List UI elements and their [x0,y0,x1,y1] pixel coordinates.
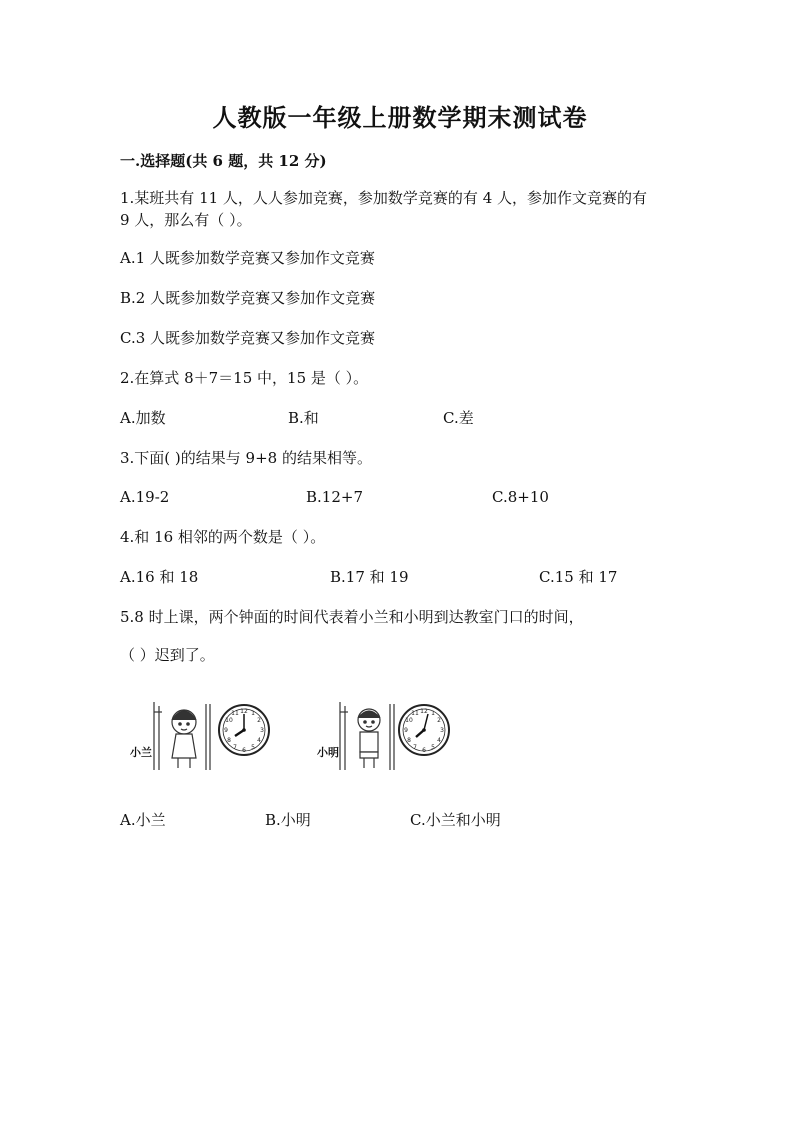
svg-text:2: 2 [257,717,261,724]
svg-text:6: 6 [422,747,426,754]
svg-text:11: 11 [411,710,419,717]
svg-text:7: 7 [413,744,417,751]
question-4-text: 4.和 16 相邻的两个数是（ ）。 [120,528,326,546]
question-2-option-a: A.加数 [120,409,166,427]
question-3-text: 3.下面( )的结果与 9+8 的结果相等。 [120,449,372,467]
svg-text:6: 6 [242,747,246,754]
kid-label-xiaoming: 小明 [317,746,339,759]
page-title: 人教版一年级上册数学期末测试卷 [212,103,588,132]
svg-text:8: 8 [227,737,231,744]
clock-face-xiaoming-icon [396,702,452,758]
question-5-option-b: B.小明 [265,811,311,829]
question-5-line-2: （ ）迟到了。 [120,646,215,664]
question-3-option-b: B.12+7 [306,488,363,506]
section-heading: 一.选择题(共 6 题，共 12 分) [120,152,327,170]
boy-at-door-icon [336,698,398,772]
question-3-option-c: C.8+10 [492,488,549,506]
svg-text:2: 2 [437,717,441,724]
question-2-option-b: B.和 [288,409,319,427]
kid-label-xiaolan: 小兰 [130,746,152,759]
svg-text:11: 11 [231,710,239,717]
svg-text:7: 7 [233,744,237,751]
svg-text:4: 4 [437,737,441,744]
svg-text:12: 12 [240,708,248,715]
question-5-option-a: A.小兰 [120,811,166,829]
svg-text:1: 1 [251,710,255,717]
question-1-option-a: A.1 人既参加数学竞赛又参加作文竞赛 [120,249,375,267]
question-3-option-a: A.19-2 [120,488,170,506]
svg-text:1: 1 [431,710,435,717]
question-1-option-c: C.3 人既参加数学竞赛又参加作文竞赛 [120,329,376,347]
clock-face-xiaolan-icon [216,702,272,758]
svg-text:10: 10 [405,717,413,724]
question-1-line-2: 9 人，那么有（ ）。 [120,211,252,229]
question-4-option-c: C.15 和 17 [539,568,618,586]
svg-text:9: 9 [224,727,228,734]
svg-text:8: 8 [407,737,411,744]
question-4-option-a: A.16 和 18 [120,568,199,586]
svg-text:10: 10 [225,717,233,724]
svg-text:5: 5 [431,744,435,751]
question-4-option-b: B.17 和 19 [330,568,409,586]
question-2-text: 2.在算式 8＋7＝15 中，15 是（ ）。 [120,369,369,387]
svg-text:5: 5 [251,744,255,751]
question-5-line-1: 5.8 时上课，两个钟面的时间代表着小兰和小明到达教室门口的时间， [120,608,584,626]
question-5-option-c: C.小兰和小明 [410,811,501,829]
question-1-option-b: B.2 人既参加数学竞赛又参加作文竞赛 [120,289,376,307]
svg-text:9: 9 [404,727,408,734]
question-2-option-c: C.差 [443,409,474,427]
svg-text:4: 4 [257,737,261,744]
svg-text:3: 3 [440,727,444,734]
clock-illustration [120,690,460,780]
girl-at-door-icon [150,698,212,772]
question-1-line-1: 1.某班共有 11 人，人人参加竞赛，参加数学竞赛的有 4 人，参加作文竞赛的有 [120,189,648,207]
svg-text:12: 12 [420,708,428,715]
svg-text:3: 3 [260,727,264,734]
